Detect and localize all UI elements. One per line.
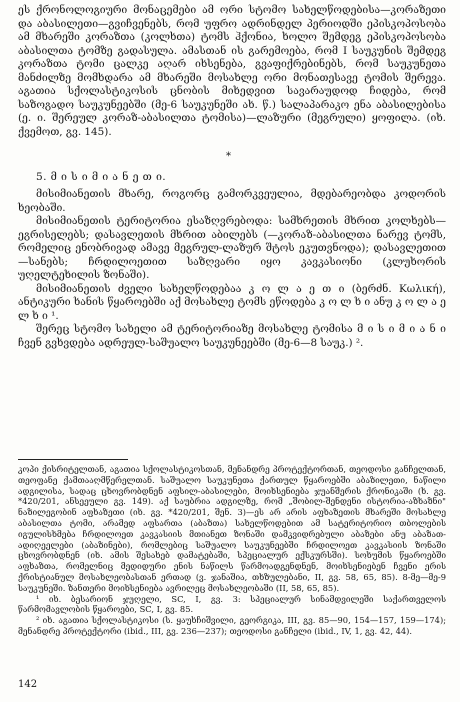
paragraph-ethnic-history [18,4,446,139]
footnote-continued: კოპი ქისრიტელთან, აგათია სქოლასტიკოსთან, მენანდრე პროტექტორთან, თეოდოსი განჩელთან, თეოფანე ქამთააღმწერელთან. საშუალო საუკუნეთა ქართულ წყაროებში აბაზილეთი, ნაწილი ადგილისა, სადაც ცხოვრობდნენ აფსილ-აბასილები, მოიხსენიება ჯუანშერის ქრონიკაში (ხ. გვ. *420/201, ანსეეული გვ. 149). აქ საუბრია ადგილზე, რომ „შობილ-შენდენი ისტორია-აზხაზნი" ნაზილეგობინ აფხაზეთი (იხ. გვ. *420/201, შენ. 3)—ეს არ არის აფხაზეთის მხარეში მოსახლე აბასილთა ტომი, არამედ აფსართა (აბაზთა) სახელწოდებით ამ სატერიტორიო თბოლების იგულისხმება ჩრდილოეთ კავკასიის მთიანეთ ზონაში დამკვიდრებული აბაზები ანუ აბაზათ-ადიღეელები (აბაზინები), რომლებიც საშუალო საუკუნეებში ჩრდილოეთ კავკასიის ზონაში ცხოვრობდნენ (იხ. ამის შესახებ დამატებაში, სპეციალურ ექსკურსში). სოხუმის წყაროებში აფხაზთა, რომელნიც მედიდური ენის ნაწილს წარმოადგენდნენ, მოიხსენიებენ ჩვენი ერის ქრისტიანულ მოსახლეობასთან ერთად (ვ. ჯანაშია, თხზულებანი, II, გვ. 58, 65, 85). 8-მე—მე-9 საუკუნეში. ზანთერი მოიხსენიება ავრილეც მოსახლეობაში (II, 58, 65, 85). [18,464,446,593]
section-heading-misimianeti: 5. მ ი ს ი მ ი ა ნ ე თ ი. [36,171,167,183]
paragraph-borders: მისიმიანეთის ტერიტორია ესაზღვრებოდა: სამხრეთის მხრით კოლხებს—ეგრისელებს; დასავლეთის მხრით აბილებს (—კორაზ-აბასილთა ნარევ ტომს, რომელიც ენობრივად ამავე მეგრულ-ლაზურ შტოს ეკუთვნოდა); დასავლეთით—სანებს; ჩრდილოეთით საზღვარი იყო კავკასიონი (კლუხორის უღელტეხილის ზონაში). [18,215,446,281]
footnote-1: ¹ იხ. ბესარიონ ჯუღელი, SC, I, გვ. 3: სპეციალურ სინამდვილეში საქართველოს წარმომავლობის წყაროები, SC, I, გვ. 85. [18,593,446,615]
paragraph-tribe-name: შერეც სტომო სახელი ამ ტერიტორიაზე მოსახლე ტომისა მ ი ს ი მ ი ა ნ ი ჩვენ გვხვდება ადრეულ-საშუალო საუკუნეებში (მე-6—8 საუკ.) ². [18,323,446,349]
section-body-misimianeti [18,188,446,350]
footnotes [18,464,446,637]
footnote-divider [18,459,128,460]
paragraph-old-name: მისიმიანეთის ძველი სახელწოდებაა კ ო ლ ა ე თ ი (ბერძნ. Κωλική), ანტიკური ხანის წყაროებში აქ მოსახლე ტომს ეწოდება კ ო ლ ხ ი ანუ კ ო ლ ა ე ლ ხ ი ¹. [18,282,446,322]
section-separator-asterisk: * [226,151,231,162]
paragraph-text: ეს ქრონოლოგიური მონაცემები ამ ორი სტომო სახელწოდებისა—კორაზეთი და აბასილეთი—გვიჩვენებს, რომ უფრო ადრინდელ პერიოდში ეპისკოპოსობა ამ მხარეში კორაზთა (კოლხთა) ტომს ჰქონია, ხოლო შემდეგ ეპისკოპოსობა აბასილთა ტომზე გადასულა. ამასთან ის გარემოება, რომ I საუკუნის შემდეგ კორაზთა ტომი ცალკე აღარ იხსენება, გვაფიქრებინებს, რომ საუკუნეთა მანძილზე მომხდარა ამ მხარეში მოსახლე ორი მონათესავე ტომის შერევა. აგათია სქოლასტიკოსის ცნობის მიხედვით სავარაუდოდ ჩიდება, რომ საზოგადო საუკუნეებში (მე-6 საუკუნეში ახ. წ.) სალაპარაკო ენა აბასილებისა (ე. ი. შერეულ კორაზ-აბასილთა ტომისა)—ლაზური (მეგრული) ყოფილა. (იხ. ქვემოთ, გვ. 145). [18,4,446,138]
footnote-2: ² იხ. აგათია სქოლასტიკოსი (ს. ყაუხჩიშვილი, გეორგიკა, III, გვ. 85—90, 154—157, 159—174); მენანდრე პროტექტორი (ibid., III, გვ. 236—237); თეოდოსი განჩელი (ibid., IV, 1, გვ. 42, 44). [18,615,446,636]
page-number: 142 [18,679,38,690]
paragraph-location: მისიმიანეთის მხარე, როგორც გამორკვეულია, მდებარეობდა კოდორის ხეობაში. [18,188,446,214]
